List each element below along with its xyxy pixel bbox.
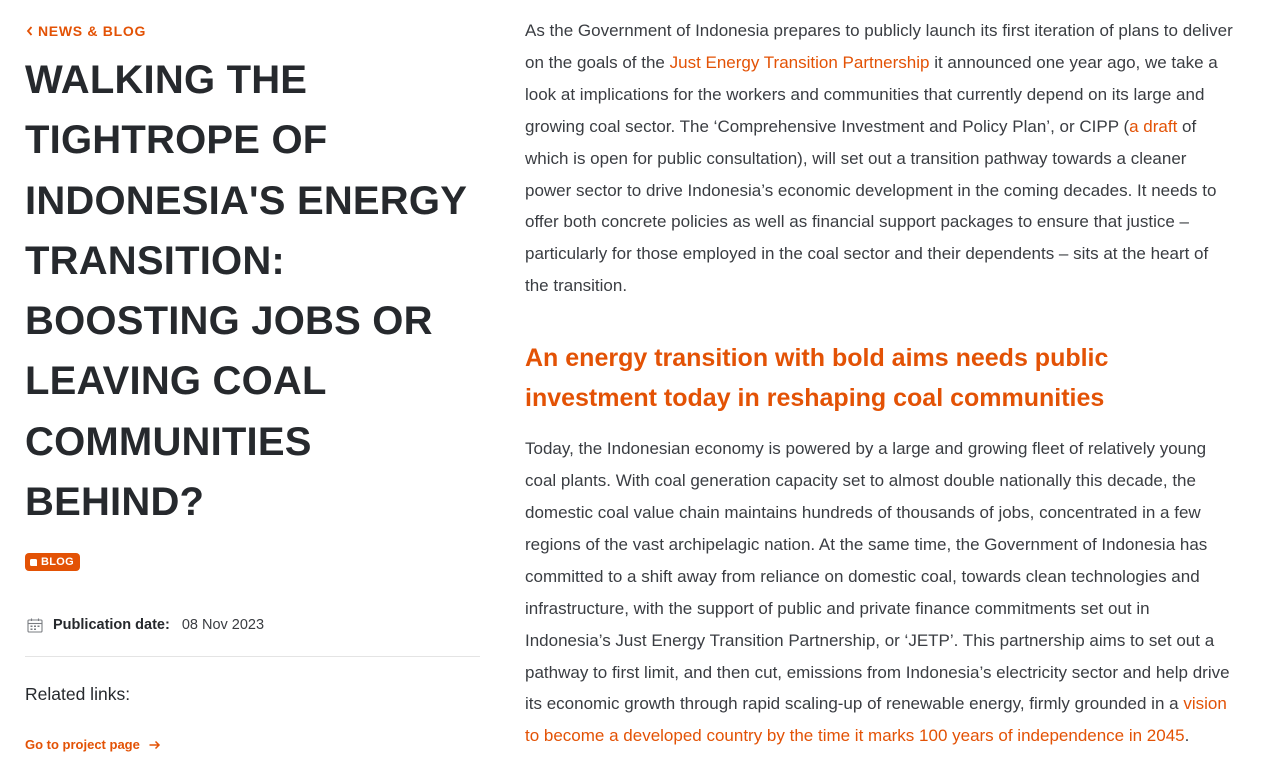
project-link-label: Go to project page xyxy=(25,737,140,752)
calendar-icon xyxy=(27,618,43,633)
chevron-left-icon xyxy=(25,24,34,38)
intro-text-3: of which is open for public consultation), will set out a transition pathway towards a cleaner power sector to drive Indonesia’s economic development in the coming decades. It needs to offer both concrete policies as well as financial support packages to ensure that justice – particularly for those employed in the coal sector and their dependents – sits at the heart of the transition. xyxy=(525,116,1217,296)
go-to-project-link[interactable] xyxy=(25,737,161,752)
vision-2045-link[interactable]: vision to become a developed country by the time it marks 100 years of independence in 2045 xyxy=(525,694,1227,746)
intro-paragraph xyxy=(525,15,1235,302)
intro-text-1: As the Government of Indonesia prepares to publicly launch its first iteration of plans to deliver on the goals of the xyxy=(525,21,1233,72)
tag-icon xyxy=(30,559,37,566)
badge-label: BLOG xyxy=(41,556,74,568)
intro-text-2: it announced one year ago, we take a look at implications for the workers and communities that currently depend on its large and growing coal sector. The ‘Comprehensive Investment and Policy Plan’, or CIPP ( xyxy=(525,52,1218,136)
back-to-news-link[interactable] xyxy=(25,23,146,39)
divider xyxy=(25,656,480,657)
article-body xyxy=(525,15,1235,752)
arrow-right-icon xyxy=(149,740,161,750)
draft-link[interactable]: a draft xyxy=(1129,116,1178,136)
related-links-heading: Related links: xyxy=(25,684,131,704)
body-paragraph xyxy=(525,433,1235,752)
blog-category-badge[interactable] xyxy=(25,553,80,571)
section-heading: An energy transition with bold aims needs public investment today in reshaping coal communities xyxy=(525,344,1109,413)
body-text-1: Today, the Indonesian economy is powered by a large and growing fleet of relatively young coal plants. With coal generation capacity set to almost double nationally this decade, the domestic coal value chain maintains hundreds of thousands of jobs, concentrated in a few regions of the vast archipelagic nation. At the same time, the Government of Indonesia has committed to a shift away from reliance on domestic coal, towards clean technologies and infrastructure, with the support of public and private finance commitments set out in Indonesia’s Just Energy Transition Partnership, or ‘JETP’. This partnership aims to set out a pathway to first limit, and then cut, emissions from Indonesia’s electricity sector and help drive its economic growth through rapid scaling-up of renewable energy, firmly grounded in a xyxy=(525,439,1230,714)
page-title: WALKING THE TIGHTROPE OF INDONESIA'S ENERGY TRANSITION: BOOSTING JOBS OR LEAVING COAL COMMUNITIES BEHIND? xyxy=(25,58,467,525)
publication-info xyxy=(27,617,264,633)
jetp-link[interactable]: Just Energy Transition Partnership xyxy=(669,52,930,72)
back-link-label: NEWS & BLOG xyxy=(38,23,147,39)
publication-date-value: 08 Nov 2023 xyxy=(181,617,265,633)
body-text-2: . xyxy=(1184,726,1190,746)
publication-date-label: Publication date: xyxy=(53,617,170,633)
